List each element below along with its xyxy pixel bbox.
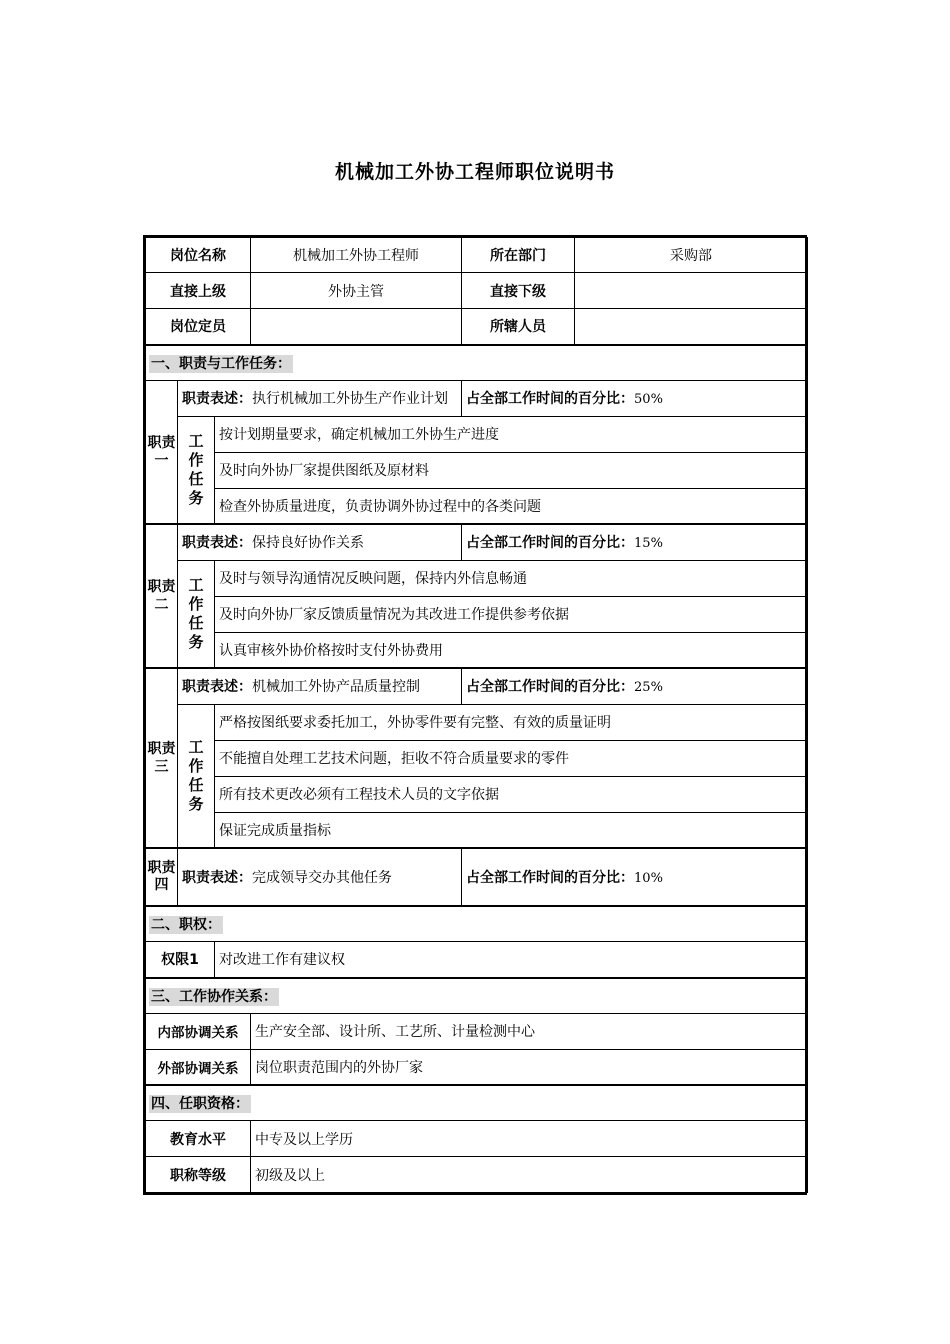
duty-3-pct: 25% [634,680,663,696]
form-table [145,237,808,1193]
staff-value [575,309,808,345]
task-row [146,452,808,488]
pct-label: 占全部工作时间的百分比： [466,391,635,407]
document-title: 机械加工外协工程师职位说明书 [334,161,615,183]
authority-value: 对改进工作有建议权 [215,942,808,978]
authority-label: 权限1 [146,942,215,978]
duty-4-desc: 完成领导交办其他任务 [252,870,392,886]
staff-label: 所辖人员 [462,309,575,345]
task-label-text: 工作任务 [188,431,204,507]
external-label: 外部协调关系 [146,1049,251,1085]
section-1-heading-row [146,345,808,381]
duty-2-task-3: 认真审核外协价格按时支付外协费用 [215,632,808,668]
internal-value: 生产安全部、设计所、工艺所、计量检测中心 [251,1013,808,1049]
education-row [146,1121,808,1157]
education-label: 教育水平 [146,1121,251,1157]
title-level-row [146,1157,808,1193]
pct-label: 占全部工作时间的百分比： [466,535,635,552]
task-row [146,560,808,596]
duty-2-task-2: 及时向外协厂家反馈质量情况为其改进工作提供参考依据 [215,596,808,632]
duty-2-task-1: 及时与领导沟通情况反映问题，保持内外信息畅通 [215,560,808,596]
duty-2-desc-cell [178,524,462,560]
task-label [178,560,215,668]
position-name-label: 岗位名称 [146,238,251,273]
task-row [146,740,808,776]
duty-4-pct-cell [462,848,808,906]
duty-desc-label: 职责表述： [182,391,252,407]
subordinate-label: 直接下级 [462,273,575,309]
section-1-heading: 一、职责与工作任务： [151,355,291,372]
department-label: 所在部门 [462,238,575,273]
section-4-heading: 四、任职资格： [151,1096,249,1112]
task-row [146,812,808,848]
duty-1-row [146,380,808,416]
position-name-value: 机械加工外协工程师 [251,238,462,273]
subordinate-value [575,273,808,309]
title-level-label: 职称等级 [146,1157,251,1193]
external-value: 岗位职责范围内的外协厂家 [251,1049,808,1085]
external-row [146,1049,808,1085]
duty-1-pct: 50% [634,392,663,407]
duty-4-pct: 10% [634,871,663,886]
job-description-form [143,235,807,1195]
duty-3-task-2: 不能擅自处理工艺技术问题，拒收不符合质量要求的零件 [215,740,808,776]
superior-label: 直接上级 [146,273,251,309]
pct-label: 占全部工作时间的百分比： [466,870,635,886]
task-row [146,704,808,740]
headcount-value [251,309,462,345]
duty-4-label: 职责四 [146,848,178,906]
duty-2-row [146,524,808,560]
section-2-heading-row [146,906,808,942]
internal-row [146,1013,808,1049]
pct-label: 占全部工作时间的百分比： [466,679,635,696]
duty-3-row [146,668,808,704]
duty-2-pct: 15% [634,536,663,552]
duty-3-desc-cell [178,668,462,704]
section-2-heading: 二、职权： [151,917,221,933]
duty-1-desc: 执行机械加工外协生产作业计划 [252,391,448,407]
duty-4-row [146,848,808,906]
task-label-text: 工作任务 [188,575,204,651]
duty-1-task-3: 检查外协质量进度，负责协调外协过程中的各类问题 [215,488,808,524]
education-value: 中专及以上学历 [251,1121,808,1157]
task-row [146,776,808,812]
basic-row-3 [146,309,808,345]
authority-row [146,942,808,978]
section-3-heading: 三、工作协作关系： [151,988,277,1005]
duty-desc-label: 职责表述： [182,535,252,552]
duty-2-desc: 保持良好协作关系 [252,535,364,552]
basic-row-2 [146,273,808,309]
superior-value: 外协主管 [251,273,462,309]
task-row [146,416,808,452]
task-row [146,632,808,668]
duty-3-task-3: 所有技术更改必须有工程技术人员的文字依据 [215,776,808,812]
duty-1-task-2: 及时向外协厂家提供图纸及原材料 [215,452,808,488]
task-label [178,416,215,524]
section-3-heading-row [146,978,808,1014]
duty-desc-label: 职责表述： [182,870,252,886]
duty-desc-label: 职责表述： [182,679,252,696]
task-row [146,488,808,524]
task-label [178,704,215,848]
headcount-label: 岗位定员 [146,309,251,345]
duty-2-label: 职责二 [146,524,178,668]
title-level-value: 初级及以上 [251,1157,808,1193]
duty-1-task-1: 按计划期量要求，确定机械加工外协生产进度 [215,416,808,452]
duty-3-task-4: 保证完成质量指标 [215,812,808,848]
section-4-heading-row [146,1085,808,1121]
duty-1-desc-cell [178,380,462,416]
task-label-text: 工作任务 [188,737,204,813]
duty-1-pct-cell [462,380,808,416]
department-value: 采购部 [575,238,808,273]
duty-2-pct-cell [462,524,808,560]
duty-3-label: 职责三 [146,668,178,848]
task-row [146,596,808,632]
duty-1-label: 职责一 [146,380,178,524]
internal-label: 内部协调关系 [146,1013,251,1049]
duty-3-pct-cell [462,668,808,704]
basic-row-1 [146,238,808,273]
duty-3-task-1: 严格按图纸要求委托加工，外协零件要有完整、有效的质量证明 [215,704,808,740]
duty-3-desc: 机械加工外协产品质量控制 [252,679,420,696]
duty-4-desc-cell [178,848,462,906]
